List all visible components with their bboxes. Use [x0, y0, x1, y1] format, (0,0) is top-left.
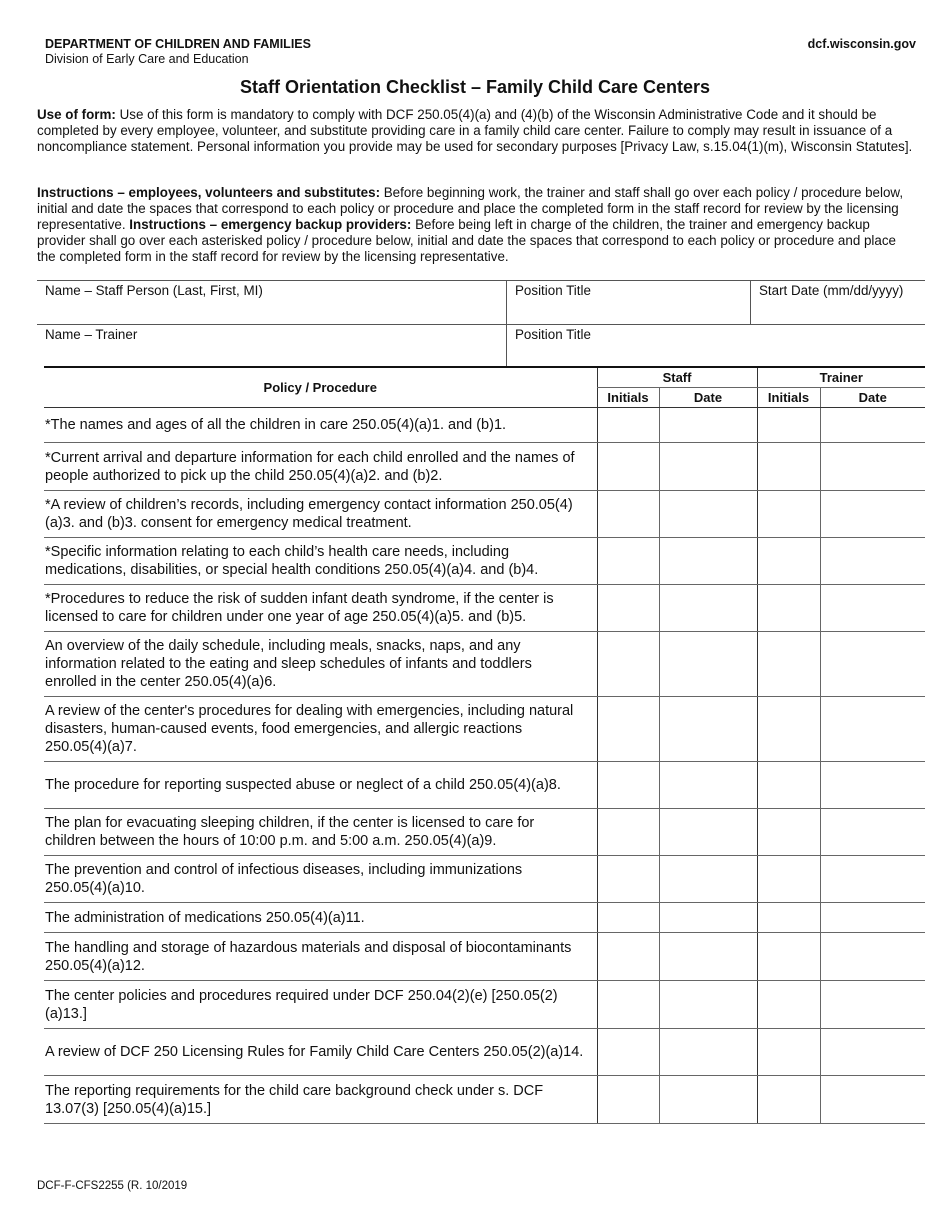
staff-date-cell[interactable]	[659, 632, 757, 697]
staff-date-cell[interactable]	[659, 585, 757, 632]
divider	[506, 280, 507, 366]
staff-date-cell[interactable]	[659, 491, 757, 538]
identification-fields	[37, 280, 925, 366]
staff-initials-cell[interactable]	[597, 856, 659, 903]
staff-initials-cell[interactable]	[597, 809, 659, 856]
trainer-initials-cell[interactable]	[757, 981, 820, 1029]
trainer-initials-cell[interactable]	[757, 491, 820, 538]
staff-date-cell[interactable]	[659, 856, 757, 903]
table-row	[44, 443, 925, 491]
trainer-initials-cell[interactable]	[757, 538, 820, 585]
staff-initials-cell[interactable]	[597, 538, 659, 585]
trainer-initials-cell[interactable]	[757, 632, 820, 697]
trainer-date-cell[interactable]	[820, 443, 925, 491]
staff-initials-cell[interactable]	[597, 981, 659, 1029]
trainer-date-cell[interactable]	[820, 697, 925, 762]
trainer-date-cell[interactable]	[820, 491, 925, 538]
policy-text: *Current arrival and departure information for each child enrolled and the names of people authorized to pick up the child 250.05(4)(a)2. and (b)2.	[44, 443, 597, 491]
staff-date-cell[interactable]	[659, 809, 757, 856]
divider	[750, 280, 751, 324]
policy-text: The procedure for reporting suspected abuse or neglect of a child 250.05(4)(a)8.	[44, 762, 597, 809]
instructions-label-backup: Instructions – emergency backup providers:	[129, 217, 412, 232]
policy-text: A review of DCF 250 Licensing Rules for Family Child Care Centers 250.05(2)(a)14.	[44, 1029, 597, 1076]
policy-procedure-header: Policy / Procedure	[44, 367, 597, 408]
policy-text: An overview of the daily schedule, including meals, snacks, naps, and any information related to the eating and sleep schedules of infants and toddlers enrolled in the center 250.05(4)(a)6.	[44, 632, 597, 697]
trainer-initials-cell[interactable]	[757, 443, 820, 491]
table-row	[44, 697, 925, 762]
use-of-form-paragraph	[37, 107, 917, 155]
trainer-date-header: Date	[820, 388, 925, 408]
trainer-date-cell[interactable]	[820, 981, 925, 1029]
website: dcf.wisconsin.gov	[807, 37, 916, 51]
trainer-initials-cell[interactable]	[757, 697, 820, 762]
staff-initials-cell[interactable]	[597, 491, 659, 538]
policy-text: The administration of medications 250.05(4)(a)11.	[44, 903, 597, 933]
trainer-initials-cell[interactable]	[757, 408, 820, 443]
staff-initials-cell[interactable]	[597, 1076, 659, 1124]
trainer-date-cell[interactable]	[820, 632, 925, 697]
staff-initials-cell[interactable]	[597, 408, 659, 443]
staff-date-header: Date	[659, 388, 757, 408]
form-title: Staff Orientation Checklist – Family Child Care Centers	[239, 77, 711, 97]
trainer-header: Trainer	[757, 367, 925, 388]
staff-date-cell[interactable]	[659, 981, 757, 1029]
staff-date-cell[interactable]	[659, 903, 757, 933]
staff-header: Staff	[597, 367, 757, 388]
staff-initials-header: Initials	[597, 388, 659, 408]
table-row	[44, 1029, 925, 1076]
policy-text: *A review of children’s records, including emergency contact information 250.05(4)(a)3. and (b)3. consent for emergency medical treatment.	[44, 491, 597, 538]
use-of-form-text: Use of this form is mandatory to comply with DCF 250.05(4)(a) and (4)(b) of the Wisconsin Administrative Code and it should be completed by every employee, volunteer, and substitute providing care in a family child care center. Failure to comply may result in issuance of a noncompliance statement. Personal information you provide may be used for secondary purposes [Privacy Law, s.15.04(1)(m), Wisconsin Statutes].	[37, 107, 913, 154]
staff-date-cell[interactable]	[659, 408, 757, 443]
staff-date-cell[interactable]	[659, 538, 757, 585]
trainer-initials-cell[interactable]	[757, 903, 820, 933]
staff-date-cell[interactable]	[659, 933, 757, 981]
division-name: Division of Early Care and Education	[45, 52, 249, 66]
staff-date-cell[interactable]	[659, 1029, 757, 1076]
trainer-date-cell[interactable]	[820, 408, 925, 443]
table-row	[44, 632, 925, 697]
trainer-date-cell[interactable]	[820, 1076, 925, 1124]
table-row	[44, 1076, 925, 1124]
policy-text: The plan for evacuating sleeping children, if the center is licensed to care for children between the hours of 10:00 p.m. and 5:00 a.m. 250.05(4)(a)9.	[44, 809, 597, 856]
instructions-label-staff: Instructions – employees, volunteers and substitutes:	[37, 185, 381, 200]
trainer-initials-cell[interactable]	[757, 1029, 820, 1076]
trainer-date-cell[interactable]	[820, 762, 925, 809]
table-row	[44, 933, 925, 981]
table-row	[44, 585, 925, 632]
trainer-date-cell[interactable]	[820, 585, 925, 632]
staff-initials-cell[interactable]	[597, 933, 659, 981]
trainer-date-cell[interactable]	[820, 809, 925, 856]
policy-text: *Specific information relating to each child’s health care needs, including medications, disabilities, or special health conditions 250.05(4)(a)4. and (b)4.	[44, 538, 597, 585]
staff-initials-cell[interactable]	[597, 903, 659, 933]
instructions-text-staff: Before beginning work, the trainer and staff shall go over each policy / procedure below, initial and date the spaces that correspond to each policy or procedure and place the completed form in the staff record for review by the licensing representative.	[37, 185, 904, 232]
start-date-field[interactable]: Start Date (mm/dd/yyyy)	[759, 283, 904, 298]
instructions-paragraph	[37, 185, 917, 265]
trainer-initials-cell[interactable]	[757, 762, 820, 809]
trainer-date-cell[interactable]	[820, 1029, 925, 1076]
staff-initials-cell[interactable]	[597, 443, 659, 491]
instructions-text-backup: Before being left in charge of the children, the trainer and emergency backup provider shall go over each asterisked policy / procedure below, initial and date the spaces that correspond to each policy or procedure and place the completed form in the staff record for review by the licensing representative.	[37, 217, 897, 264]
trainer-initials-cell[interactable]	[757, 809, 820, 856]
policy-text: *Procedures to reduce the risk of sudden infant death syndrome, if the center is licensed to care for children under one year of age 250.05(4)(a)5. and (b)5.	[44, 585, 597, 632]
staff-name-field[interactable]: Name – Staff Person (Last, First, MI)	[45, 283, 263, 298]
policy-text: *The names and ages of all the children in care 250.05(4)(a)1. and (b)1.	[44, 408, 597, 443]
table-row	[44, 762, 925, 809]
staff-initials-cell[interactable]	[597, 697, 659, 762]
trainer-name-field[interactable]: Name – Trainer	[45, 327, 138, 342]
trainer-date-cell[interactable]	[820, 856, 925, 903]
staff-date-cell[interactable]	[659, 443, 757, 491]
policy-text: The reporting requirements for the child care background check under s. DCF 13.07(3) [250.05(4)(a)15.]	[44, 1076, 597, 1124]
trainer-position-field[interactable]: Position Title	[515, 327, 591, 342]
department-name: DEPARTMENT OF CHILDREN AND FAMILIES	[45, 37, 311, 51]
divider	[37, 324, 925, 325]
staff-date-cell[interactable]	[659, 1076, 757, 1124]
policy-text: A review of the center's procedures for dealing with emergencies, including natural disasters, human-caused events, food emergencies, and allergic reactions 250.05(4)(a)7.	[44, 697, 597, 762]
policy-text: The prevention and control of infectious diseases, including immunizations 250.05(4)(a)10.	[44, 856, 597, 903]
use-of-form-label: Use of form:	[37, 107, 116, 122]
table-row	[44, 538, 925, 585]
staff-date-cell[interactable]	[659, 697, 757, 762]
staff-initials-cell[interactable]	[597, 762, 659, 809]
trainer-initials-cell[interactable]	[757, 1076, 820, 1124]
staff-initials-cell[interactable]	[597, 585, 659, 632]
table-row	[44, 856, 925, 903]
table-row	[44, 981, 925, 1029]
table-row	[44, 408, 925, 443]
trainer-initials-cell[interactable]	[757, 856, 820, 903]
table-row	[44, 491, 925, 538]
table-row	[44, 809, 925, 856]
header-left	[45, 37, 311, 66]
trainer-initials-header: Initials	[757, 388, 820, 408]
form-number: DCF-F-CFS2255 (R. 10/2019	[37, 1180, 188, 1192]
table-row	[44, 903, 925, 933]
staff-initials-cell[interactable]	[597, 632, 659, 697]
policy-checklist-table	[44, 366, 925, 1124]
staff-date-cell[interactable]	[659, 762, 757, 809]
trainer-initials-cell[interactable]	[757, 585, 820, 632]
trainer-initials-cell[interactable]	[757, 933, 820, 981]
divider	[37, 280, 925, 281]
staff-position-field[interactable]: Position Title	[515, 283, 591, 298]
trainer-date-cell[interactable]	[820, 903, 925, 933]
staff-initials-cell[interactable]	[597, 1029, 659, 1076]
policy-text: The center policies and procedures required under DCF 250.04(2)(e) [250.05(2)(a)13.]	[44, 981, 597, 1029]
policy-text: The handling and storage of hazardous materials and disposal of biocontaminants 250.05(4)(a)12.	[44, 933, 597, 981]
trainer-date-cell[interactable]	[820, 933, 925, 981]
trainer-date-cell[interactable]	[820, 538, 925, 585]
